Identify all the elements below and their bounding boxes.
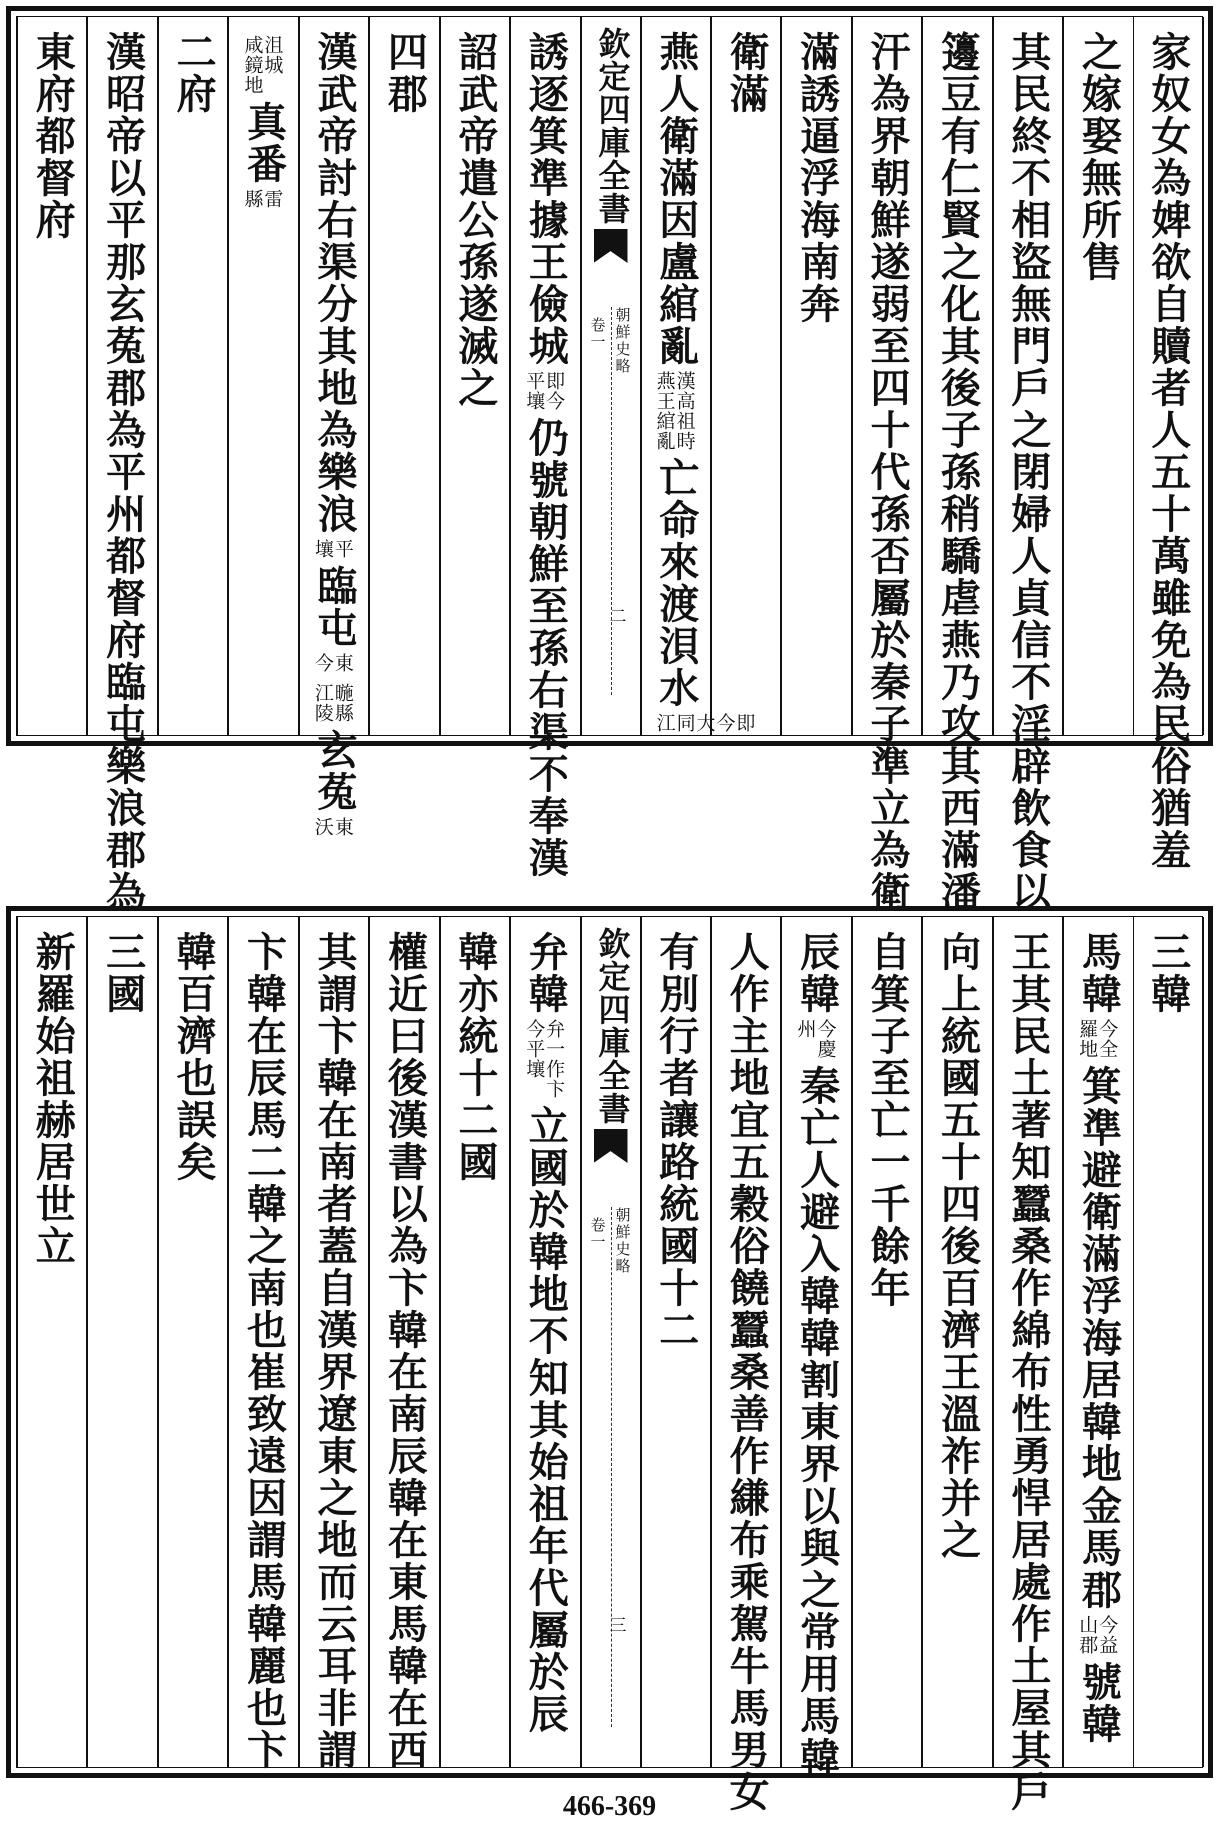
annotation-text: 暆縣 江陵 (311, 683, 354, 723)
text-column (510, 917, 580, 1767)
column-text: 馬韓 (1075, 931, 1123, 1015)
fishtail-mark (594, 1129, 628, 1163)
top-inner-frame (16, 16, 1203, 913)
text-column (17, 17, 87, 735)
column-text: 立國於韓地不知其始祖年代屬於辰 (522, 1105, 570, 1735)
annotation-text: 沮城 咸鏡地 (241, 35, 284, 95)
text-column (228, 17, 298, 735)
column-text: 四郡 (381, 31, 429, 115)
text-column (781, 17, 851, 735)
column-text: 有別行者讓路統國十二 (652, 931, 700, 1351)
text-column (369, 17, 439, 735)
annotation-text: 雷 縣 (241, 189, 284, 209)
column-text: 漢武帝討右渠分其地為樂浪 (310, 31, 358, 535)
fishtail-mark (594, 229, 628, 263)
column-text: 之嫁娶無所售 (1075, 31, 1123, 283)
annotation-text: 即今大 同江 (653, 713, 756, 733)
annotation-text: 漢高祖時 燕王綰亂 (653, 371, 696, 451)
column-text: 衛滿 (723, 31, 771, 115)
annotation-text: 今慶 州 (794, 1019, 837, 1059)
column-text: 漢昭帝以平那玄菟郡為平州都督府臨屯樂浪郡為 (99, 31, 147, 913)
text-column (781, 917, 851, 1779)
text-column (510, 17, 580, 879)
column-text: 詔武帝遣公孫遂滅之 (451, 31, 499, 409)
center-fold (581, 917, 641, 1767)
fold-volume: 卷一 (588, 317, 607, 351)
text-column (1134, 17, 1204, 871)
column-text: 家奴女為婢欲自贖者人五十萬雖免為民俗猶羞 (1144, 31, 1192, 871)
text-column (440, 917, 510, 1767)
column-text: 辰韓 (793, 931, 841, 1015)
fold-volume: 卷一 (588, 1217, 607, 1251)
text-column (299, 917, 369, 1771)
text-column (158, 917, 228, 1767)
annotation-text: 弁一作卞 今平壤 (523, 1019, 566, 1099)
text-column (1063, 917, 1133, 1767)
annotation-text: 平 壤 (311, 539, 354, 559)
top-leaf (0, 0, 1219, 913)
fold-book-title: 朝鮮史略 (613, 1207, 632, 1275)
column-text: 號韓 (1075, 1661, 1123, 1745)
annotation-text: 今全 羅地 (1076, 1019, 1119, 1059)
column-text: 汗為界朝鮮遂弱至四十代孫否屬於秦子準立為衛 (864, 31, 912, 913)
text-column (1134, 917, 1204, 1767)
text-column (299, 17, 369, 837)
fold-title: 欽定四庫全書 (593, 27, 632, 225)
text-column (922, 17, 992, 913)
text-column (993, 17, 1063, 913)
annotation-text: 東 沃 (311, 817, 354, 837)
column-text: 其謂卞韓在南者蓋自漢界遼東之地而云耳非謂 (310, 931, 358, 1771)
fold-page-number: 三 (605, 1615, 626, 1633)
column-text: 弁韓 (522, 931, 570, 1015)
column-text: 籩豆有仁賢之化其後子孫稍驕虐燕乃攻其西滿潘 (934, 31, 982, 913)
text-column (641, 17, 756, 735)
center-fold (581, 17, 641, 735)
column-text: 誘逐箕準據王儉城 (522, 31, 570, 367)
text-column (711, 17, 781, 735)
column-text: 韓亦統十二國 (451, 931, 499, 1183)
column-text: 卞韓在辰馬二韓之南也崔致遠因謂馬韓麗也卞 (240, 931, 288, 1771)
text-column (922, 917, 992, 1767)
fold-title: 欽定四庫全書 (593, 927, 632, 1125)
text-column (87, 917, 157, 1767)
column-text: 三國 (99, 931, 147, 1015)
column-text: 東府都督府 (29, 31, 77, 241)
annotation-text: 東 今 (311, 653, 354, 673)
column-text: 燕人衛滿因盧綰亂 (652, 31, 700, 367)
annotation-text: 今益 山郡 (1076, 1615, 1119, 1655)
column-text: 向上統國五十四後百濟王溫祚并之 (934, 931, 982, 1561)
text-column (87, 17, 157, 913)
column-text: 王其民土著知蠶桑作綿布性勇悍居處作土屋其戶 (1004, 931, 1052, 1813)
text-column (641, 917, 711, 1767)
column-text: 秦亡人避入韓韓割東界以與之常用馬韓 (793, 1065, 841, 1779)
fold-book-title: 朝鮮史略 (613, 307, 632, 375)
text-column (1063, 17, 1133, 735)
column-text: 新羅始祖赫居世立 (29, 931, 77, 1267)
column-text: 亡命來渡浿水 (652, 457, 700, 709)
fold-line (611, 1207, 612, 1727)
fold-page-number: 二 (605, 607, 626, 625)
text-column (228, 917, 298, 1771)
column-text: 其民終不相盜無門戶之閉婦人貞信不淫辟飲食以 (1004, 31, 1052, 913)
column-text: 二府 (170, 31, 218, 115)
text-column (440, 17, 510, 735)
text-column (852, 17, 922, 913)
column-text: 自箕子至亡一千餘年 (864, 931, 912, 1309)
column-text: 人作主地宜五穀俗饒蠶桑善作縑布乘駕牛馬男女 (723, 931, 771, 1813)
column-text: 滿誘逼浮海南奔 (793, 31, 841, 325)
column-text: 箕準避衛滿浮海居韓地金馬郡 (1075, 1065, 1123, 1611)
text-column (369, 917, 439, 1771)
column-text: 韓百濟也誤矣 (170, 931, 218, 1183)
column-text: 玄菟 (310, 729, 358, 813)
text-column (852, 917, 922, 1767)
fold-line (611, 307, 612, 695)
column-text: 仍號朝鮮至孫右渠不奉漢 (522, 417, 570, 879)
annotation-text: 即今 平壤 (523, 371, 566, 411)
page-number: 466-369 (562, 1791, 657, 1822)
text-column (711, 917, 781, 1813)
text-column (993, 917, 1063, 1813)
column-text: 臨屯 (310, 565, 358, 649)
text-column (17, 917, 87, 1767)
column-text: 權近曰後漢書以為卞韓在南辰韓在東馬韓在西 (381, 931, 429, 1771)
text-column (158, 17, 228, 735)
column-text: 真番 (240, 101, 288, 185)
column-text: 三韓 (1144, 931, 1192, 1015)
